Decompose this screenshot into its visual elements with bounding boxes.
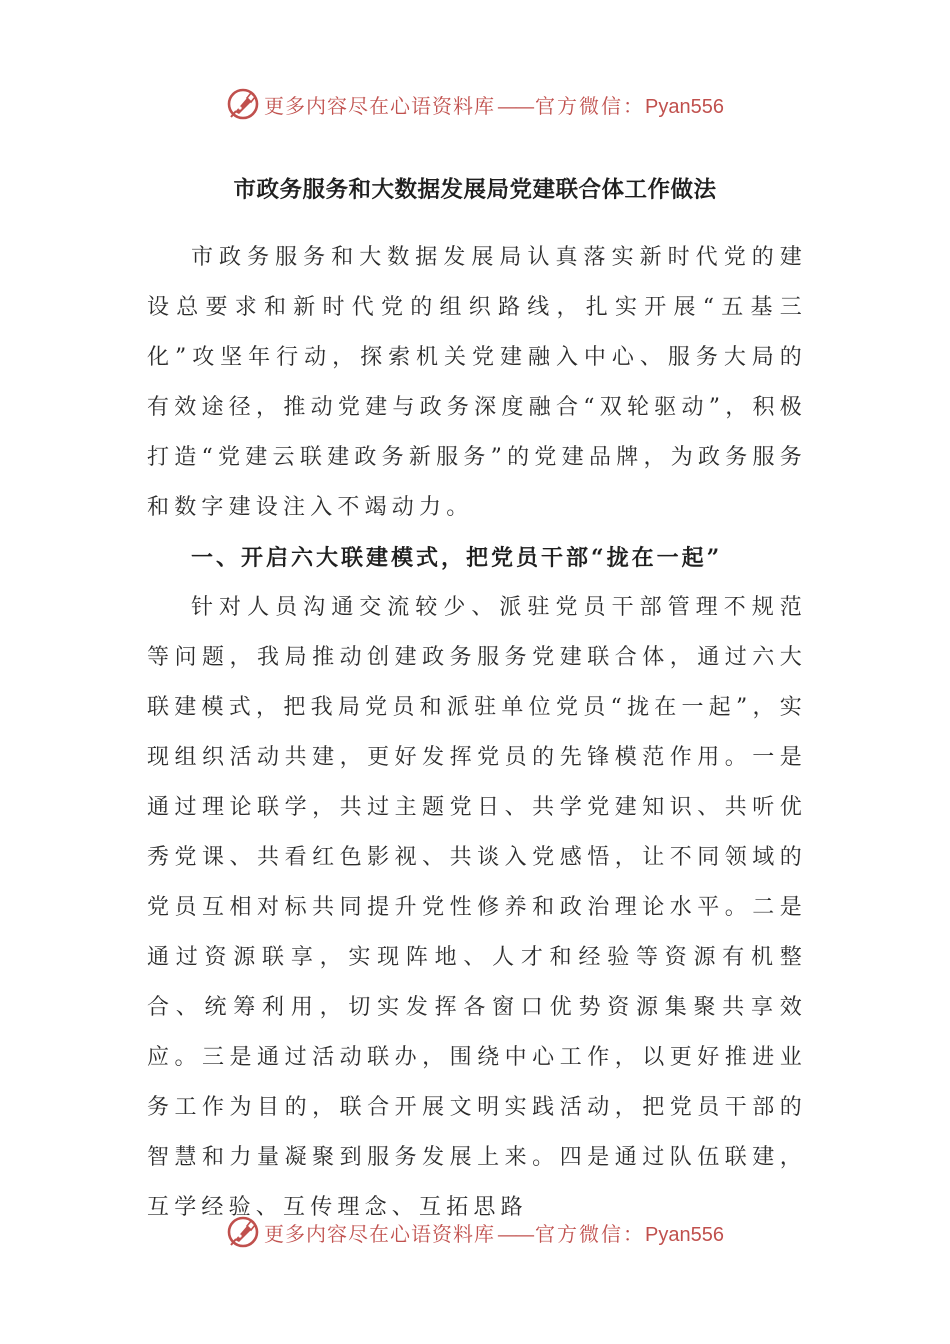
banner-site-name: 更多内容尽在心语资料库 xyxy=(264,93,496,118)
banner-text xyxy=(264,1218,724,1247)
banner-wechat-id: Pyan556 xyxy=(645,1223,724,1246)
section-paragraph: 针对人员沟通交流较少、派驻党员干部管理不规范等问题，我局推动创建政务服务党建联合体，通过六大联建模式，把我局党员和派驻单位党员“拢在一起”，实现组织活动共建，更好发挥党员的先锋模范作用。一是通过理论联学，共过主题党日、共学党建知识、共听优秀党课、共看红色影视、共谈入党感悟，让不同领域的党员互相对标共同提升党性修养和政治理论水平。二是通过资源联享，实现阵地、人才和经验等资源有机整合、统筹利用，切实发挥各窗口优势资源集聚共享效应。三是通过活动联办，围绕中心工作，以更好推进业务工作为目的，联合开展文明实践活动，把党员干部的智慧和力量凝聚到服务发展上来。四是通过队伍联建，互学经验、互传理念、互拓思路 xyxy=(147,595,807,1220)
banner-dash: —— xyxy=(497,1221,534,1246)
banner-dash: —— xyxy=(497,93,534,118)
section-heading: 一、开启六大联建模式，把党员干部“拢在一起” xyxy=(191,545,723,571)
pen-nib-logo-icon xyxy=(226,87,260,121)
banner-wechat-label: 官方微信： xyxy=(535,93,646,118)
header-banner xyxy=(0,84,950,124)
banner-wechat-label: 官方微信： xyxy=(535,1221,646,1246)
document-title: 市政务服务和大数据发展局党建联合体工作做法 xyxy=(233,177,717,203)
intro-paragraph: 市政务服务和大数据发展局认真落实新时代党的建设总要求和新时代党的组织路线，扎实开展“五基三化”攻坚年行动，探索机关党建融入中心、服务大局的有效途径，推动党建与政务深度融合“双轮驱动”，积极打造“党建云联建政务新服务”的党建品牌，为政务服务和数字建设注入不竭动力。 xyxy=(147,245,807,520)
pen-nib-logo-icon xyxy=(226,1215,260,1249)
footer-banner xyxy=(0,1212,950,1252)
banner-wechat-id: Pyan556 xyxy=(645,95,724,118)
banner-text xyxy=(264,90,724,119)
banner-site-name: 更多内容尽在心语资料库 xyxy=(264,1221,496,1246)
document-body xyxy=(147,233,807,1233)
